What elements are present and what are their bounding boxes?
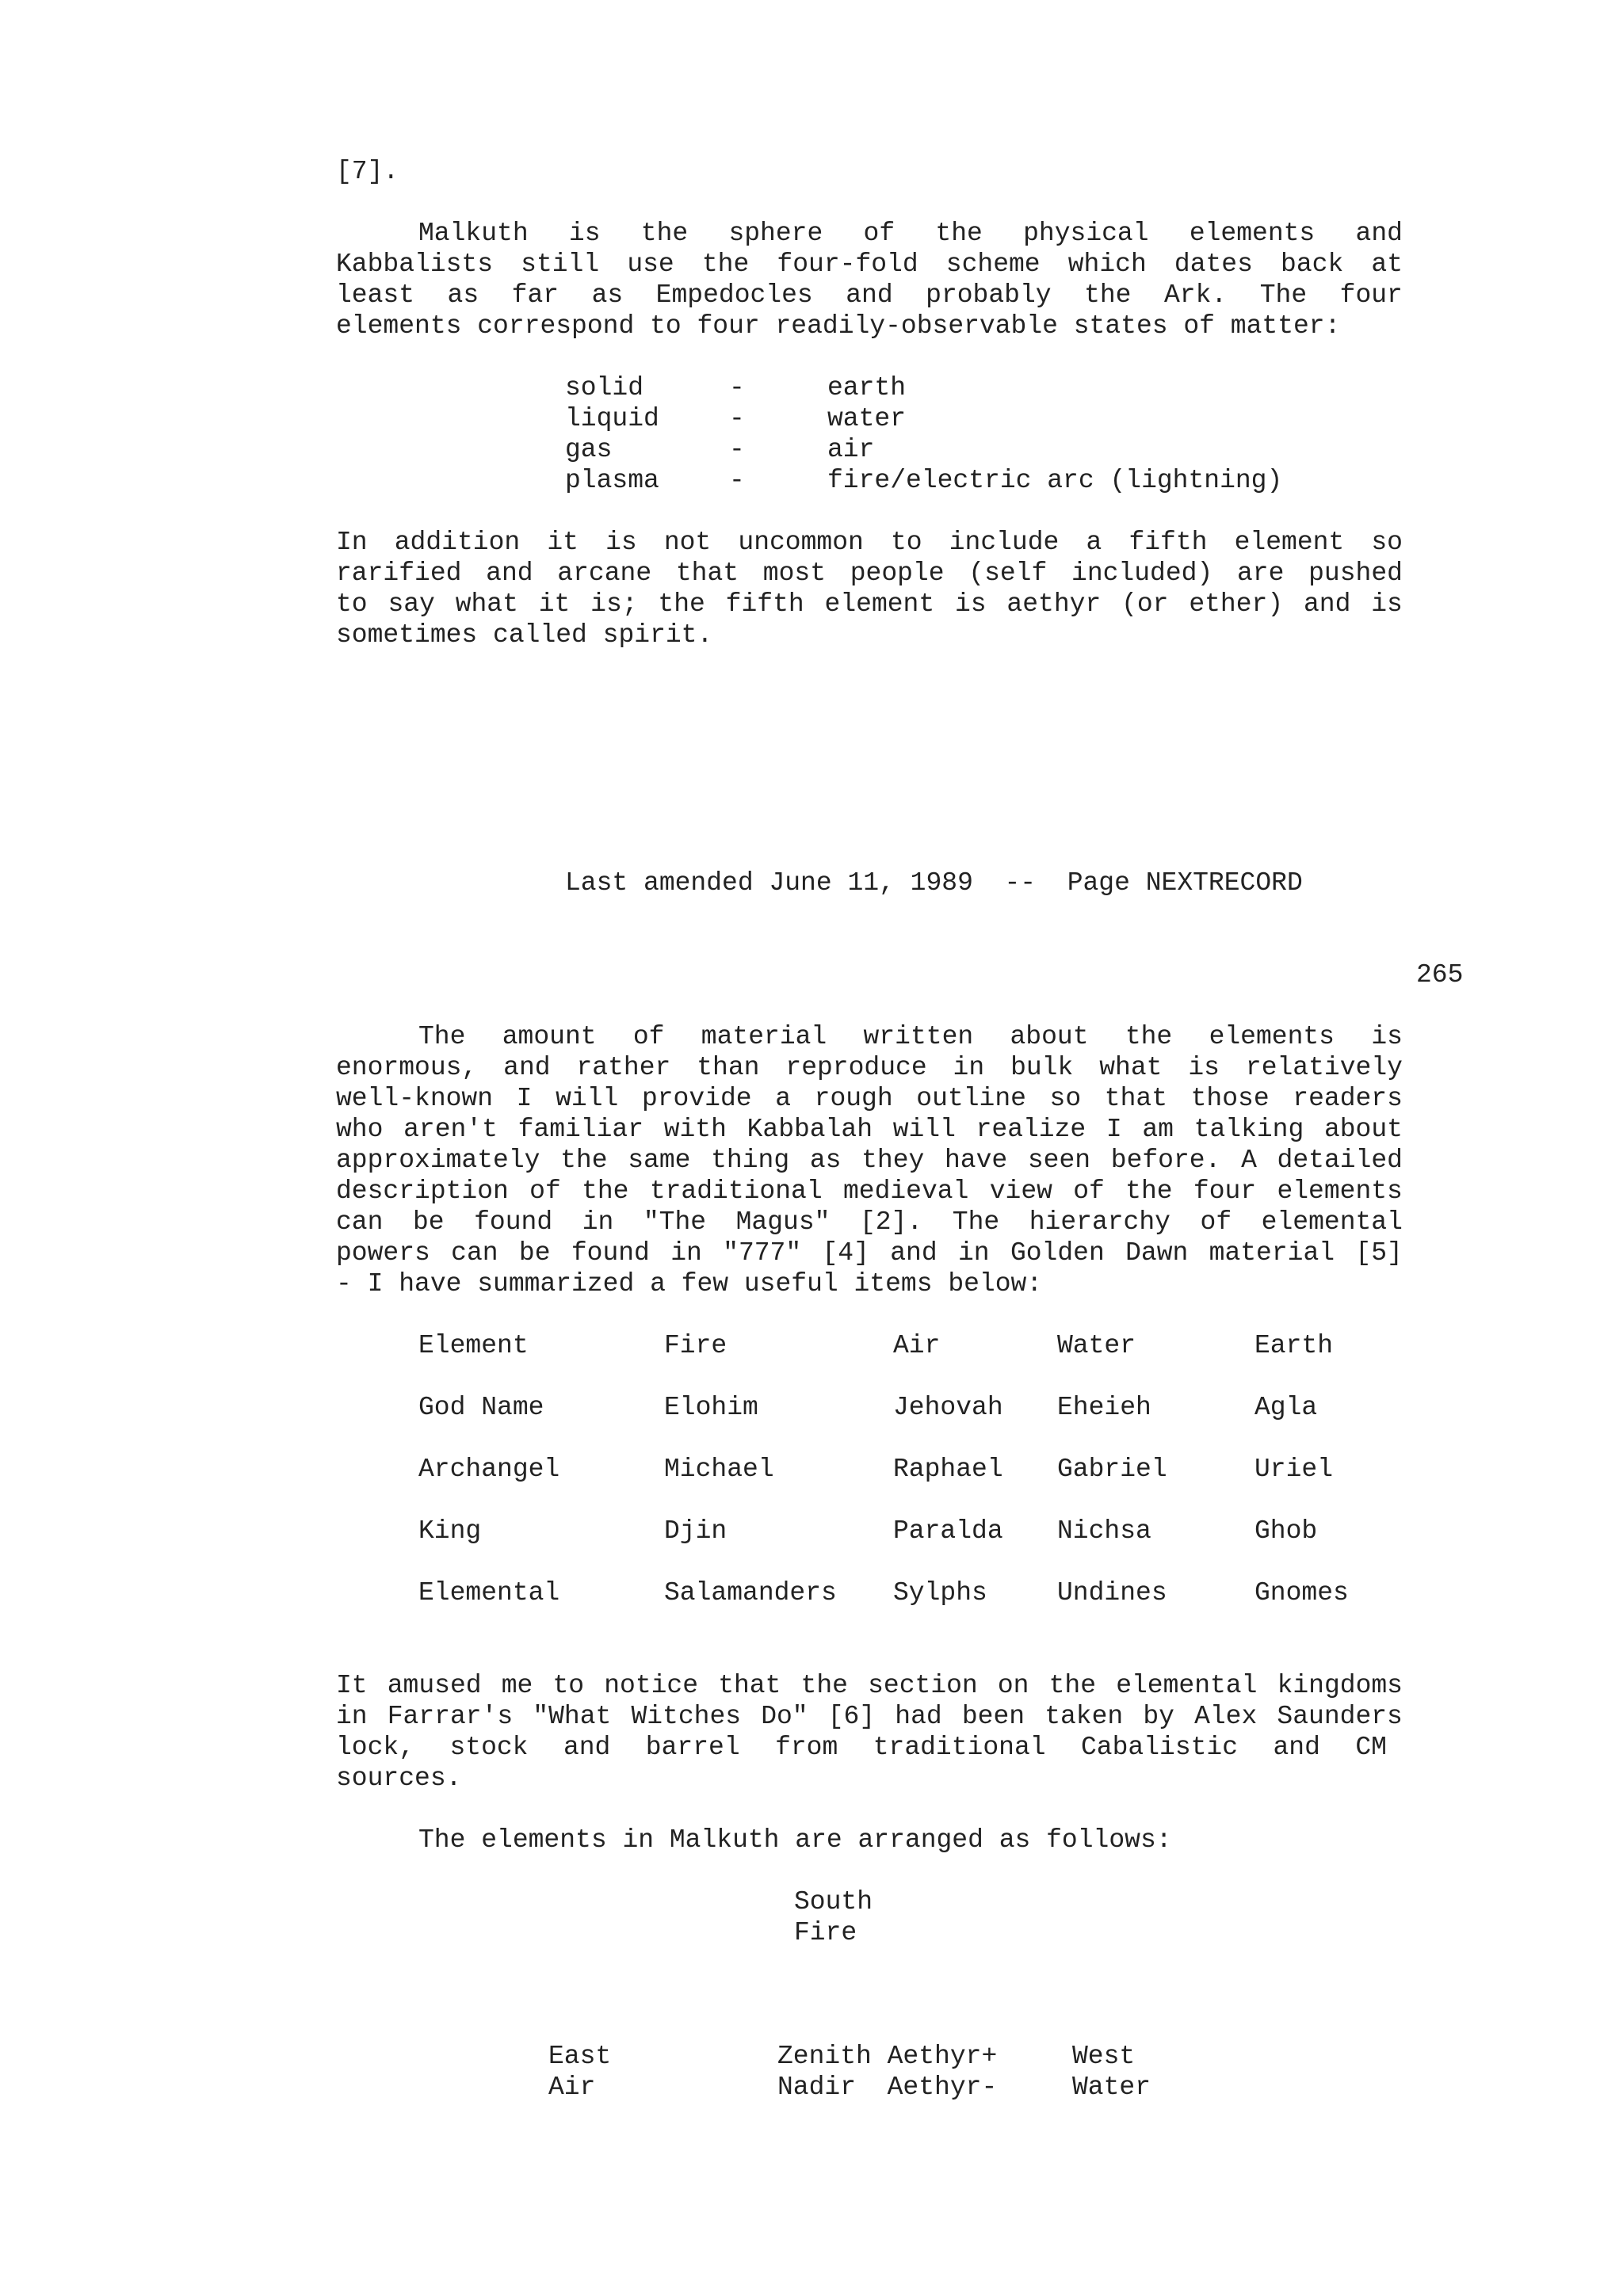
word: The: [952, 1207, 1000, 1237]
word: be: [518, 1238, 551, 1268]
word: least: [336, 280, 415, 310]
table-cell: Djin: [664, 1516, 727, 1546]
paragraph-line: [336, 282, 1403, 308]
word: approximately: [336, 1146, 540, 1175]
paragraph-line: [336, 1703, 1403, 1730]
word: uncommon: [738, 528, 864, 557]
word: a: [1086, 528, 1102, 557]
table-cell: Paralda: [893, 1516, 1003, 1546]
word: of: [529, 1177, 561, 1206]
word: the: [582, 1177, 629, 1206]
word: than: [697, 1053, 760, 1082]
word: view: [989, 1177, 1052, 1206]
state-dash: -: [729, 435, 745, 464]
word: is: [1188, 1053, 1220, 1082]
word: familiar: [517, 1115, 644, 1144]
word: as: [447, 280, 479, 310]
word: rather: [576, 1053, 671, 1082]
word: Golden: [1010, 1238, 1105, 1268]
direction-east: East: [548, 2042, 612, 2071]
table-cell: Gnomes: [1254, 1578, 1349, 1608]
word: back: [1281, 250, 1344, 279]
word: with: [663, 1115, 727, 1144]
word: aethyr: [1006, 589, 1102, 619]
word: fifth: [1128, 528, 1208, 557]
word: four-fold: [777, 250, 918, 279]
word: Magus": [735, 1207, 831, 1237]
word: element: [824, 589, 935, 619]
word: detailed: [1277, 1146, 1403, 1175]
word: in: [670, 1238, 702, 1268]
word: people: [850, 559, 945, 588]
word: written: [863, 1022, 974, 1051]
word: before.: [1110, 1146, 1221, 1175]
table-cell: Sylphs: [893, 1578, 987, 1608]
word: Do": [761, 1702, 808, 1731]
word: that: [718, 1671, 781, 1700]
word: [4]: [822, 1238, 869, 1268]
word: be: [412, 1207, 445, 1237]
page-footer: Last amended June 11, 1989 -- Page NEXTRECORD: [565, 868, 1303, 898]
zenith-aethyr: Zenith Aethyr+: [777, 2042, 998, 2071]
word: sphere: [728, 219, 823, 248]
word: Witches: [631, 1702, 742, 1731]
paragraph-line: [336, 1209, 1403, 1235]
word: Kabbalists: [336, 250, 494, 279]
word: The: [1259, 280, 1308, 310]
word: (self: [968, 559, 1048, 588]
word: as: [809, 1146, 842, 1175]
word: and: [1273, 1733, 1320, 1762]
word: is: [1371, 589, 1403, 619]
word: it: [538, 589, 571, 619]
word: use: [627, 250, 674, 279]
word: amused: [387, 1671, 482, 1700]
word: which: [1067, 250, 1147, 279]
word: kingdoms: [1277, 1671, 1403, 1700]
word: who: [336, 1115, 384, 1144]
word: barrel: [645, 1733, 740, 1762]
word: taken: [1044, 1702, 1124, 1731]
word: the: [701, 250, 750, 279]
direction-west: West: [1072, 2042, 1136, 2071]
word: fifth: [725, 589, 804, 619]
word: on: [997, 1671, 1029, 1700]
table-cell: Undines: [1057, 1578, 1167, 1608]
table-cell: Nichsa: [1057, 1516, 1151, 1546]
paragraph-line: [336, 1147, 1403, 1173]
word: to: [552, 1671, 585, 1700]
word: still: [521, 250, 600, 279]
word: [6]: [827, 1702, 876, 1731]
nadir-aethyr: Nadir Aethyr-: [777, 2073, 998, 2102]
paragraph-line: [418, 1024, 1403, 1050]
word: amount: [502, 1022, 597, 1051]
word: about: [1010, 1022, 1089, 1051]
state-element: water: [827, 404, 907, 433]
word: notice: [604, 1671, 699, 1700]
word: The: [418, 1022, 466, 1051]
state-dash: -: [729, 373, 745, 402]
word: from: [775, 1733, 838, 1762]
word: A: [1241, 1146, 1257, 1175]
word: can: [451, 1238, 498, 1268]
table-cell: Agla: [1254, 1393, 1318, 1422]
word: "What: [533, 1702, 612, 1731]
word: the: [1125, 1177, 1173, 1206]
word: elemental: [1261, 1207, 1403, 1237]
table-cell: Ghob: [1254, 1516, 1318, 1546]
word: rough: [814, 1084, 893, 1113]
word: Alex: [1194, 1702, 1258, 1731]
word: of: [1200, 1207, 1232, 1237]
word: is: [568, 219, 601, 248]
word: Kabbalah: [747, 1115, 873, 1144]
word: readers: [1293, 1084, 1403, 1113]
word: realize: [976, 1115, 1086, 1144]
word: material: [1209, 1238, 1335, 1268]
word: they: [861, 1146, 925, 1175]
word: I: [1106, 1115, 1122, 1144]
word: in: [958, 1238, 990, 1268]
word: Saunders: [1277, 1702, 1403, 1731]
word: had: [895, 1702, 942, 1731]
table-cell: Uriel: [1254, 1455, 1334, 1484]
word: can: [336, 1207, 384, 1237]
word: aren't: [403, 1115, 498, 1144]
word: Malkuth: [418, 219, 529, 248]
word: about: [1323, 1115, 1403, 1144]
word: rarified: [336, 559, 462, 588]
word: is: [954, 589, 987, 619]
table-cell: Elohim: [664, 1393, 758, 1422]
table-cell: Salamanders: [664, 1578, 837, 1608]
word: the: [800, 1671, 848, 1700]
table-cell: Raphael: [893, 1455, 1003, 1484]
word: four: [1193, 1177, 1257, 1206]
word: CM: [1355, 1733, 1387, 1762]
paragraph-line: [336, 251, 1403, 277]
word: I: [516, 1084, 533, 1113]
state-element: earth: [827, 373, 907, 402]
word: as: [591, 280, 624, 310]
word: at: [1371, 250, 1403, 279]
word: relatively: [1245, 1053, 1403, 1082]
word: material: [701, 1022, 827, 1051]
word: elemental: [1116, 1671, 1258, 1700]
word: Dawn: [1125, 1238, 1189, 1268]
word: section: [868, 1671, 978, 1700]
paragraph-line: [336, 1055, 1403, 1081]
word: talking: [1193, 1115, 1304, 1144]
word: arcane: [557, 559, 652, 588]
word: it: [547, 528, 579, 557]
word: elements: [1209, 1022, 1335, 1051]
word: probably: [926, 280, 1052, 310]
state-dash: -: [729, 466, 745, 495]
word: dates: [1174, 250, 1253, 279]
state-name: plasma: [565, 466, 659, 495]
word: "The: [643, 1207, 707, 1237]
word: is;: [590, 589, 638, 619]
word: pushed: [1308, 559, 1403, 588]
word: by: [1143, 1702, 1174, 1731]
word: [5]: [1355, 1238, 1403, 1268]
table-cell: Fire: [664, 1331, 727, 1360]
word: same: [628, 1146, 691, 1175]
word: of: [863, 219, 896, 248]
word: so: [1371, 528, 1403, 557]
table-row-header: Elemental: [418, 1578, 560, 1608]
word: Cabalistic: [1081, 1733, 1239, 1762]
word: powers: [336, 1238, 430, 1268]
word: and: [846, 280, 893, 310]
direction-south: South: [794, 1887, 873, 1917]
state-name: gas: [565, 435, 613, 464]
paragraph-line: elements correspond to four readily-observable states of matter:: [336, 311, 1341, 341]
word: are: [1236, 559, 1285, 588]
page-number: 265: [1416, 960, 1464, 990]
word: to: [336, 589, 368, 619]
word: enormous,: [336, 1053, 478, 1082]
state-element: air: [827, 435, 875, 464]
table-cell: Earth: [1254, 1331, 1334, 1360]
word: thing: [711, 1146, 790, 1175]
paragraph-arrangement: The elements in Malkuth are arranged as follows:: [418, 1825, 1172, 1855]
word: and: [486, 559, 533, 588]
paragraph-line: [336, 1178, 1403, 1204]
paragraph-line: [336, 1085, 1403, 1112]
table-row-header: Element: [418, 1331, 529, 1360]
paragraph-line: - I have summarized a few useful items below:: [336, 1269, 1043, 1299]
word: ether): [1189, 589, 1284, 619]
word: most: [762, 559, 826, 588]
word: bulk: [1010, 1053, 1074, 1082]
word: well-known: [336, 1084, 494, 1113]
word: say: [388, 589, 435, 619]
table-cell: Michael: [664, 1455, 774, 1484]
word: is: [1371, 1022, 1403, 1051]
word: Farrar's: [387, 1702, 514, 1731]
word: the: [658, 589, 705, 619]
word: far: [511, 280, 559, 310]
table-row-header: Archangel: [418, 1455, 560, 1484]
element-air: Air: [548, 2073, 596, 2102]
paragraph-line: [336, 529, 1403, 555]
word: to: [890, 528, 922, 557]
element-water: Water: [1072, 2073, 1151, 2102]
word: addition: [394, 528, 521, 557]
word: found: [474, 1207, 553, 1237]
word: in: [336, 1702, 368, 1731]
paragraph-line: [336, 1672, 1403, 1699]
word: and: [563, 1733, 611, 1762]
word: hierarchy: [1029, 1207, 1170, 1237]
word: stock: [449, 1733, 529, 1762]
paragraph-line: sometimes called spirit.: [336, 620, 713, 650]
word: will: [892, 1115, 956, 1144]
word: and: [1303, 589, 1351, 619]
word: been: [961, 1702, 1025, 1731]
word: and: [890, 1238, 938, 1268]
word: It: [336, 1671, 368, 1700]
word: and: [503, 1053, 551, 1082]
paragraph-line: [336, 560, 1403, 586]
word: have: [944, 1146, 1008, 1175]
word: in: [953, 1053, 985, 1082]
paragraph-line: [336, 1116, 1403, 1142]
word: the: [1048, 1671, 1097, 1700]
paragraph-line: [336, 1240, 1403, 1266]
word: of: [1073, 1177, 1105, 1206]
word: physical: [1023, 219, 1149, 248]
word: elements: [1277, 1177, 1403, 1206]
word: traditional: [873, 1733, 1046, 1762]
word: found: [571, 1238, 650, 1268]
word: so: [1049, 1084, 1082, 1113]
word: In: [336, 528, 368, 557]
word: outline: [916, 1084, 1026, 1113]
paragraph-line: [336, 591, 1403, 617]
word: include: [949, 528, 1060, 557]
word: the: [935, 219, 983, 248]
table-cell: Air: [893, 1331, 941, 1360]
word: of: [632, 1022, 665, 1051]
element-fire: Fire: [794, 1918, 857, 1947]
state-name: solid: [565, 373, 644, 402]
word: scheme: [945, 250, 1041, 279]
word: [2].: [860, 1207, 923, 1237]
word: not: [663, 528, 712, 557]
table-row-header: King: [418, 1516, 482, 1546]
word: provide: [641, 1084, 752, 1113]
paragraph-line: [336, 1734, 1387, 1760]
word: traditional: [649, 1177, 823, 1206]
word: seen: [1027, 1146, 1091, 1175]
reference-number: [7].: [336, 157, 399, 186]
state-name: liquid: [565, 404, 659, 433]
word: the: [640, 219, 689, 248]
word: included): [1071, 559, 1213, 588]
word: that: [1104, 1084, 1167, 1113]
word: medieval: [842, 1177, 969, 1206]
word: me: [501, 1671, 533, 1700]
word: what: [455, 589, 518, 619]
word: and: [1355, 219, 1403, 248]
word: that: [675, 559, 739, 588]
word: the: [560, 1146, 608, 1175]
word: the: [1084, 280, 1132, 310]
word: what: [1099, 1053, 1163, 1082]
word: the: [1125, 1022, 1173, 1051]
word: element: [1234, 528, 1345, 557]
word: in: [582, 1207, 614, 1237]
word: a: [775, 1084, 792, 1113]
table-cell: Gabriel: [1057, 1455, 1167, 1484]
word: Ark.: [1164, 280, 1228, 310]
word: four: [1339, 280, 1403, 310]
word: am: [1142, 1115, 1174, 1144]
word: reproduce: [785, 1053, 927, 1082]
table-cell: Water: [1057, 1331, 1136, 1360]
paragraph-line: [418, 220, 1403, 246]
state-dash: -: [729, 404, 745, 433]
state-element: fire/electric arc (lightning): [827, 466, 1283, 495]
word: "777": [723, 1238, 802, 1268]
table-cell: Jehovah: [893, 1393, 1003, 1422]
word: is: [605, 528, 637, 557]
word: elements: [1189, 219, 1316, 248]
word: (or: [1121, 589, 1169, 619]
word: lock,: [336, 1733, 415, 1762]
paragraph-line: sources.: [336, 1764, 462, 1793]
word: Empedocles: [655, 280, 813, 310]
table-cell: Eheieh: [1057, 1393, 1151, 1422]
word: will: [556, 1084, 619, 1113]
table-row-header: God Name: [418, 1393, 544, 1422]
word: those: [1190, 1084, 1270, 1113]
word: description: [336, 1177, 509, 1206]
